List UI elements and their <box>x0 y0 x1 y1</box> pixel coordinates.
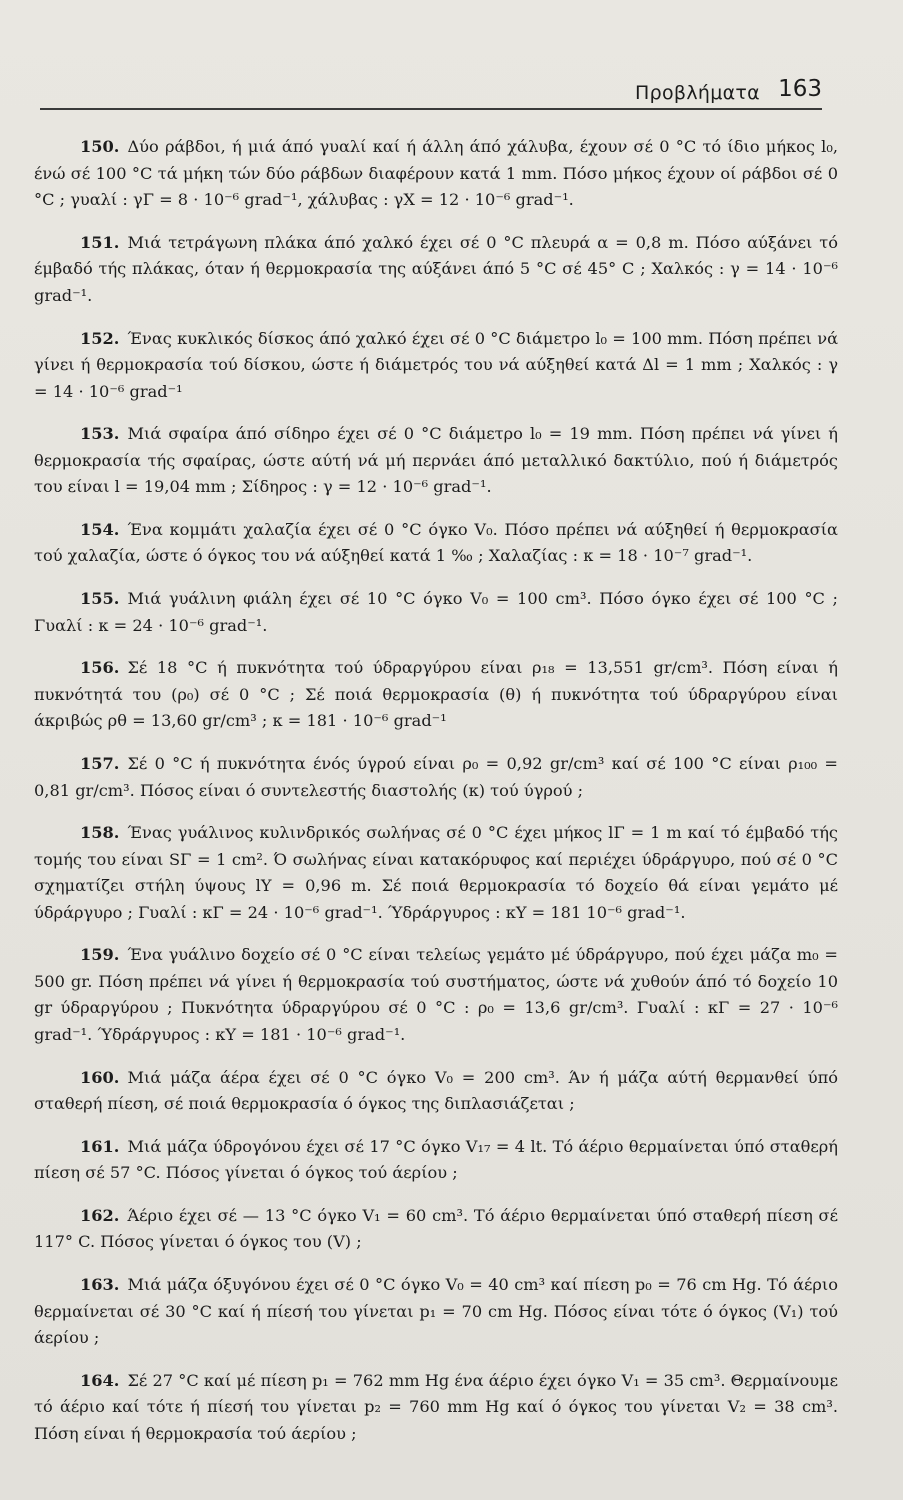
problem-text: Σέ 0 °C ή πυκνότητα ένός ύγρού είναι ρ₀ = 0,92 gr/cm³ καί σέ 100 °C είναι ρ₁₀₀ = 0,81 gr/cm³. Πόσος είναι ό συντελεστής διαστολής (κ) τού ύγρού ; <box>34 754 838 800</box>
problem-text: Ένας γυάλινος κυλινδρικός σωλήνας σέ 0 °C έχει μήκος lΓ = 1 m καί τό έμβαδό τής τομής του είναι SΓ = 1 cm². Ό σωλήνας είναι κατακόρυφος καί περιέχει ύδράργυρο, πού σέ 0 °C σχηματίζει στήλη ύψους lΥ = 0,96 m. Σέ ποιά θερμοκρασία τό δοχείο θά είναι γεμάτο μέ ύδράργυρο ; Γυαλί : κΓ = 24 · 10⁻⁶ grad⁻¹. Ύδράργυρος : κΥ = 181 10⁻⁶ grad⁻¹. <box>34 823 838 922</box>
problem-number: 164. <box>80 1370 120 1390</box>
problem-number: 160. <box>80 1067 120 1087</box>
problem-item <box>34 1272 838 1352</box>
problem-text: Ένα κομμάτι χαλαζία έχει σέ 0 °C όγκο V₀. Πόσο πρέπει νά αύξηθεί ή θερμοκρασία τού χαλαζία, ώστε ό όγκος του νά αύξηθεί κατά 1 ‰ ; Χαλαζίας : κ = 18 · 10⁻⁷ grad⁻¹. <box>34 519 838 566</box>
problem-number: 163. <box>80 1275 120 1295</box>
problem-number: 158. <box>80 823 120 843</box>
problem-item <box>34 517 838 570</box>
problem-number: 155. <box>80 589 120 609</box>
problem-number: 159. <box>80 945 120 965</box>
problem-number: 151. <box>80 232 120 252</box>
problem-text: Σέ 27 °C καί μέ πίεση p₁ = 762 mm Hg ένα άέριο έχει όγκο V₁ = 35 cm³. Θερμαίνουμε τό άέριο καί τότε ή πίεσή του γίνεται p₂ = 760 mm Hg καί ό όγκος του γίνεται V₂ = 38 cm³. Πόση είναι ή θερμοκρασία τού άερίου ; <box>34 1370 838 1443</box>
problem-item <box>34 655 838 735</box>
problem-list <box>34 118 838 1451</box>
problem-item <box>34 134 838 214</box>
problem-item <box>34 942 838 1048</box>
problem-item <box>34 326 838 406</box>
page-header <box>40 78 822 110</box>
problem-text: Μιά σφαίρα άπό σίδηρο έχει σέ 0 °C διάμετρο l₀ = 19 mm. Πόση πρέπει νά γίνει ή θερμοκρασία τής σφαίρας, ώστε αύτή νά μή περνάει άπό μεταλλικό δακτύλιο, πού ή διάμετρός του είναι l = 19,04 mm ; Σίδηρος : γ = 12 · 10⁻⁶ grad⁻¹. <box>34 424 838 497</box>
problem-number: 152. <box>80 328 120 348</box>
problem-number: 161. <box>80 1136 120 1156</box>
problem-text: Μιά τετράγωνη πλάκα άπό χαλκό έχει σέ 0 °C πλευρά α = 0,8 m. Πόσο αύξάνει τό έμβαδό τής πλάκας, όταν ή θερμοκρασία της αύξάνει άπό 5 °C σέ 45° C ; Χαλκός : γ = 14 · 10⁻⁶ grad⁻¹. <box>34 232 838 305</box>
problem-item <box>34 230 838 310</box>
problem-item <box>34 1134 838 1187</box>
problem-item <box>34 421 838 501</box>
problem-text: Μιά γυάλινη φιάλη έχει σέ 10 °C όγκο V₀ = 100 cm³. Πόσο όγκο έχει σέ 100 °C ; Γυαλί : κ = 24 · 10⁻⁶ grad⁻¹. <box>34 589 838 635</box>
problem-item <box>34 1368 838 1448</box>
problem-number: 156. <box>80 658 120 678</box>
problem-item <box>34 1065 838 1118</box>
problem-text: Ένα γυάλινο δοχείο σέ 0 °C είναι τελείως γεμάτο μέ ύδράργυρο, πού έχει μάζα m₀ = 500 gr. Πόση πρέπει νά γίνει ή θερμοκρασία τού συστήματος, ώστε νά χυθούν άπό τό δοχείο 10 gr ύδραργύρου ; Πυκνότητα ύδραργύρου σέ 0 °C : ρ₀ = 13,6 gr/cm³. Γυαλί : κΓ = 27 · 10⁻⁶ grad⁻¹. Ύδράργυρος : κΥ = 181 · 10⁻⁶ grad⁻¹. <box>34 945 838 1044</box>
problem-text: Δύο ράβδοι, ή μιά άπό γυαλί καί ή άλλη άπό χάλυβα, έχουν σέ 0 °C τό ίδιο μήκος l₀, ένώ σέ 100 °C τά μήκη τών δύο ράβδων διαφέρουν κατά 1 mm. Πόσο μήκος έχουν οί ράβδοι σέ 0 °C ; γυαλί : γΓ = 8 · 10⁻⁶ grad⁻¹, χάλυβας : γΧ = 12 · 10⁻⁶ grad⁻¹. <box>34 137 838 210</box>
running-title: Προβλήματα <box>635 82 760 104</box>
problem-number: 150. <box>80 137 120 157</box>
problem-item <box>34 1203 838 1256</box>
problem-item <box>34 751 838 804</box>
problem-text: Μιά μάζα όξυγόνου έχει σέ 0 °C όγκο V₀ = 40 cm³ καί πίεση p₀ = 76 cm Hg. Τό άέριο θερμαίνεται σέ 30 °C καί ή πίεσή του γίνεται p₁ = 70 cm Hg. Πόσος είναι τότε ό όγκος (V₁) τού άερίου ; <box>34 1275 838 1348</box>
problem-number: 154. <box>80 519 120 539</box>
problem-number: 157. <box>80 754 120 773</box>
problem-text: Μιά μάζα άέρα έχει σέ 0 °C όγκο V₀ = 200 cm³. Άν ή μάζα αύτή θερμανθεί ύπό σταθερή πίεση, σέ ποιά θερμοκρασία ό όγκος της διπλασιάζεται ; <box>34 1067 838 1114</box>
problem-item <box>34 586 838 639</box>
problem-number: 153. <box>80 424 120 444</box>
problem-number: 162. <box>80 1205 120 1225</box>
page-number: 163 <box>778 76 822 102</box>
problem-item <box>34 820 838 926</box>
problem-text: Ένας κυκλικός δίσκος άπό χαλκό έχει σέ 0 °C διάμετρο l₀ = 100 mm. Πόση πρέπει νά γίνει ή θερμοκρασία τού δίσκου, ώστε ή διάμετρός του νά αύξηθεί κατά Δl = 1 mm ; Χαλκός : γ = 14 · 10⁻⁶ grad⁻¹ <box>34 328 838 401</box>
problem-text: Μιά μάζα ύδρογόνου έχει σέ 17 °C όγκο V₁₇ = 4 lt. Τό άέριο θερμαίνεται ύπό σταθερή πίεση σέ 57 °C. Πόσος γίνεται ό όγκος τού άερίου ; <box>34 1136 838 1183</box>
problem-text: Σέ 18 °C ή πυκνότητα τού ύδραργύρου είναι ρ₁₈ = 13,551 gr/cm³. Πόση είναι ή πυκνότητά του (ρ₀) σέ 0 °C ; Σέ ποιά θερμοκρασία (θ) ή πυκνότητα τού ύδραργύρου είναι άκριβώς ρθ = 13,60 gr/cm³ ; κ = 181 · 10⁻⁶ grad⁻¹ <box>34 658 838 731</box>
problem-text: Άέριο έχει σέ — 13 °C όγκο V₁ = 60 cm³. Τό άέριο θερμαίνεται ύπό σταθερή πίεση σέ 117° C. Πόσος γίνεται ό όγκος του (V) ; <box>34 1205 838 1252</box>
